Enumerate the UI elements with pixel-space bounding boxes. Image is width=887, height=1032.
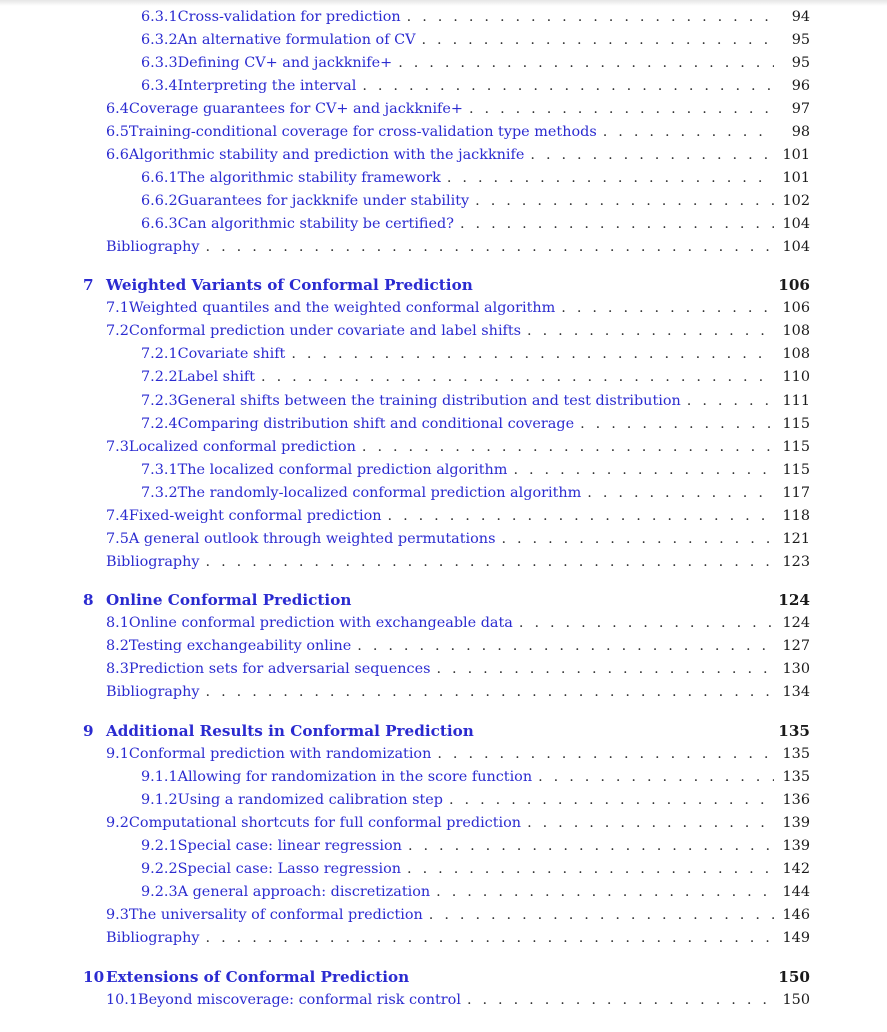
- toc-entry[interactable]: [0, 343, 887, 366]
- toc-entry-number: 9.2.3: [141, 884, 178, 900]
- dot-leader: [524, 144, 774, 167]
- toc-entry[interactable]: [0, 858, 887, 881]
- toc-entry-title[interactable]: Covariate shift: [177, 346, 286, 362]
- toc-entry-number: 8: [83, 591, 94, 609]
- toc-entry-number: 9.1: [106, 746, 129, 762]
- dot-leader: [521, 812, 774, 835]
- toc-entry[interactable]: [0, 766, 887, 789]
- toc-entry-page-number: 127: [782, 638, 810, 654]
- dot-leader: [430, 881, 774, 904]
- toc-entry-title[interactable]: Bibliography: [106, 554, 200, 570]
- toc-entry[interactable]: [0, 98, 887, 121]
- dot-leader: [555, 297, 774, 320]
- toc-entry-number: 9.2: [106, 815, 129, 831]
- toc-entry-page-number: 115: [782, 439, 810, 455]
- dot-leader: [495, 528, 774, 551]
- toc-entry-title[interactable]: Cross-validation for prediction: [177, 9, 401, 25]
- toc-entry-number: 7.1: [106, 300, 129, 316]
- toc-entry-title[interactable]: An alternative formulation of CV: [177, 32, 416, 48]
- dot-leader: [463, 98, 774, 121]
- dot-leader: [200, 551, 774, 574]
- toc-entry-title[interactable]: Coverage guarantees for CV+ and jackknife+: [128, 101, 463, 117]
- toc-entry-number: 6.3.3: [141, 55, 178, 71]
- dot-leader: [532, 766, 774, 789]
- dot-leader: [382, 505, 774, 528]
- toc-entry-title[interactable]: Using a randomized calibration step: [177, 792, 443, 808]
- toc-entry[interactable]: [0, 52, 887, 75]
- dot-leader: [356, 75, 774, 98]
- toc-bibliography-entry[interactable]: [0, 681, 887, 704]
- toc-entry-page-number: 110: [782, 369, 810, 385]
- dot-leader: [441, 167, 774, 190]
- dot-leader: [454, 213, 774, 236]
- toc-entry-title[interactable]: Label shift: [177, 369, 256, 385]
- toc-bibliography-entry[interactable]: [0, 927, 887, 950]
- dot-leader: [351, 635, 774, 658]
- dot-leader: [681, 390, 774, 413]
- toc-entry-title[interactable]: Training-conditional coverage for cross-validation type methods: [128, 124, 597, 140]
- toc-entry-title[interactable]: Bibliography: [106, 684, 200, 700]
- toc-entry-page-number: 104: [782, 239, 810, 255]
- toc-entry-title[interactable]: Extensions of Conformal Prediction: [106, 968, 410, 986]
- dot-leader: [401, 858, 774, 881]
- toc-entry[interactable]: [0, 658, 887, 681]
- toc-entry-page-number: 111: [782, 393, 810, 409]
- toc-entry-page-number: 139: [782, 815, 810, 831]
- toc-entry[interactable]: [0, 812, 887, 835]
- toc-entry[interactable]: [0, 505, 887, 528]
- dot-leader: [200, 236, 774, 259]
- dot-leader: [430, 658, 774, 681]
- toc-entry-number: 6.6: [106, 147, 129, 163]
- toc-entry-page-number: 149: [782, 930, 810, 946]
- toc-entry-page-number: 101: [782, 170, 810, 186]
- toc-entry-title[interactable]: Prediction sets for adversarial sequences: [128, 661, 431, 677]
- dot-leader: [392, 52, 774, 75]
- toc-entry-title[interactable]: The localized conformal prediction algorithm: [177, 462, 508, 478]
- toc-entry-title[interactable]: Weighted Variants of Conformal Prediction: [106, 276, 473, 294]
- toc-entry[interactable]: [0, 213, 887, 236]
- toc-entry[interactable]: [0, 190, 887, 213]
- toc-entry-page-number: 102: [782, 193, 810, 209]
- toc-entry-title[interactable]: Testing exchangeability online: [128, 638, 352, 654]
- toc-entry-number: 8.2: [106, 638, 129, 654]
- toc-entry[interactable]: [0, 528, 887, 551]
- dot-leader: [285, 343, 774, 366]
- toc-entry-number: 7: [83, 276, 94, 294]
- toc-entry-number: 8.1: [106, 615, 129, 631]
- toc-entry-title[interactable]: Special case: Lasso regression: [177, 861, 402, 877]
- toc-entry-page-number: 101: [782, 147, 810, 163]
- toc-entry-number: 7.4: [106, 508, 129, 524]
- toc-entry-title[interactable]: Allowing for randomization in the score function: [177, 769, 533, 785]
- toc-entry-page-number: 115: [782, 462, 810, 478]
- toc-entry-number: 6.3.2: [141, 32, 178, 48]
- toc-entry-title[interactable]: Localized conformal prediction: [128, 439, 356, 455]
- toc-entry-page-number: 130: [782, 661, 810, 677]
- toc-entry-page-number: 108: [782, 323, 810, 339]
- toc-entry-title[interactable]: Beyond miscoverage: conformal risk control: [138, 992, 461, 1008]
- toc-entry-title[interactable]: General shifts between the training distribution and test distribution: [177, 393, 681, 409]
- toc-entry-page-number: 136: [782, 792, 810, 808]
- toc-entry-title[interactable]: Conformal prediction under covariate and label shifts: [128, 323, 522, 339]
- toc-chapter-entry[interactable]: [0, 274, 887, 297]
- toc-entry[interactable]: [0, 989, 887, 1012]
- toc-entry-page-number: 150: [782, 992, 810, 1008]
- dot-leader: [507, 459, 774, 482]
- toc-entry-number: 7.2.1: [141, 346, 178, 362]
- toc-entry-number: 9: [83, 722, 94, 740]
- toc-entry-number: 10: [83, 968, 105, 986]
- toc-chapter-entry[interactable]: [0, 720, 887, 743]
- toc-entry-title[interactable]: Weighted quantiles and the weighted conformal algorithm: [128, 300, 556, 316]
- toc-entry-number: 9.1.1: [141, 769, 178, 785]
- toc-entry-page-number: 150: [778, 968, 810, 986]
- toc-entry-title[interactable]: Conformal prediction with randomization: [128, 746, 432, 762]
- toc-entry[interactable]: [0, 75, 887, 98]
- toc-entry[interactable]: [0, 6, 887, 29]
- toc-entry[interactable]: [0, 835, 887, 858]
- dot-leader: [581, 482, 774, 505]
- dot-leader: [356, 436, 774, 459]
- toc-entry[interactable]: [0, 297, 887, 320]
- toc-entry-title[interactable]: Defining CV+ and jackknife+: [177, 55, 393, 71]
- toc-entry-page-number: 97: [791, 101, 810, 117]
- toc-entry-title[interactable]: A general approach: discretization: [177, 884, 431, 900]
- toc-entry[interactable]: [0, 144, 887, 167]
- toc-entry-number: 9.2.1: [141, 838, 178, 854]
- dot-leader: [443, 789, 774, 812]
- toc-entry[interactable]: [0, 366, 887, 389]
- toc-entry-page-number: 134: [782, 684, 810, 700]
- toc-entry-number: 6.6.3: [141, 216, 178, 232]
- toc-entry-page-number: 94: [791, 9, 810, 25]
- dot-leader: [401, 6, 774, 29]
- toc-entry-title[interactable]: Bibliography: [106, 239, 200, 255]
- dot-leader: [255, 366, 774, 389]
- toc-entry-page-number: 104: [782, 216, 810, 232]
- toc-entry[interactable]: [0, 743, 887, 766]
- toc-entry[interactable]: [0, 904, 887, 927]
- toc-entry-number: 7.5: [106, 531, 129, 547]
- dot-leader: [521, 320, 774, 343]
- toc-entry-title[interactable]: Fixed-weight conformal prediction: [128, 508, 382, 524]
- toc-entry-page-number: 146: [782, 907, 810, 923]
- toc-entry-number: 7.2.2: [141, 369, 178, 385]
- toc-entry-title[interactable]: The universality of conformal prediction: [128, 907, 423, 923]
- toc-entry-title[interactable]: Interpreting the interval: [177, 78, 357, 94]
- dot-leader: [513, 612, 774, 635]
- toc-entry-title[interactable]: The algorithmic stability framework: [177, 170, 441, 186]
- toc-entry-page-number: 135: [782, 769, 810, 785]
- toc-entry-number: 7.3.2: [141, 485, 178, 501]
- toc-entry-page-number: 115: [782, 416, 810, 432]
- toc-entry[interactable]: [0, 121, 887, 144]
- toc-entry-page-number: 95: [791, 55, 810, 71]
- dot-leader: [574, 413, 774, 436]
- toc-entry-number: 6.5: [106, 124, 129, 140]
- toc-entry[interactable]: [0, 390, 887, 413]
- toc-entry[interactable]: [0, 167, 887, 190]
- toc-entry-number: 8.3: [106, 661, 129, 677]
- toc-entry-title[interactable]: Computational shortcuts for full conformal prediction: [128, 815, 522, 831]
- toc-entry-number: 6.3.4: [141, 78, 178, 94]
- toc-entry-page-number: 98: [791, 124, 810, 140]
- toc-entry-number: 9.2.2: [141, 861, 178, 877]
- toc-entry-title[interactable]: Online conformal prediction with exchangeable data: [128, 615, 513, 631]
- toc-entry-page-number: 124: [782, 615, 810, 631]
- toc-entry-title[interactable]: The randomly-localized conformal prediction algorithm: [177, 485, 582, 501]
- toc-entry-page-number: 144: [782, 884, 810, 900]
- toc-entry-page-number: 108: [782, 346, 810, 362]
- toc-entry-number: 6.4: [106, 101, 129, 117]
- toc-entry-title[interactable]: Guarantees for jackknife under stability: [177, 193, 470, 209]
- toc-entry-title[interactable]: Comparing distribution shift and conditional coverage: [177, 416, 575, 432]
- toc-entry[interactable]: [0, 320, 887, 343]
- toc-entry-number: 7.3: [106, 439, 129, 455]
- toc-entry-number: 6.3.1: [141, 9, 178, 25]
- toc-entry[interactable]: [0, 436, 887, 459]
- dot-leader: [461, 989, 774, 1012]
- toc-entry-title[interactable]: Bibliography: [106, 930, 200, 946]
- toc-chapter-entry[interactable]: [0, 966, 887, 989]
- toc-chapter-entry[interactable]: [0, 589, 887, 612]
- dot-leader: [416, 29, 775, 52]
- toc-entry-page-number: 121: [782, 531, 810, 547]
- toc-bibliography-entry[interactable]: [0, 551, 887, 574]
- dot-leader: [423, 904, 774, 927]
- toc-entry-page-number: 142: [782, 861, 810, 877]
- toc-entry[interactable]: [0, 789, 887, 812]
- dot-leader: [597, 121, 774, 144]
- dot-leader: [431, 743, 774, 766]
- toc-entry-number: 7.2.4: [141, 416, 178, 432]
- toc-entry-page-number: 96: [791, 78, 810, 94]
- dot-leader: [402, 835, 774, 858]
- toc-entry-page-number: 117: [782, 485, 810, 501]
- toc-entry-page-number: 135: [778, 722, 810, 740]
- toc-entry-page-number: 95: [791, 32, 810, 48]
- toc-entry-page-number: 135: [782, 746, 810, 762]
- toc-entry-number: 10.1: [106, 992, 139, 1008]
- toc-entry-number: 9.1.2: [141, 792, 178, 808]
- toc-entry[interactable]: [0, 482, 887, 505]
- toc-entry-number: 9.3: [106, 907, 129, 923]
- toc-entry-title[interactable]: A general outlook through weighted permutations: [128, 531, 496, 547]
- toc-entry-page-number: 106: [778, 276, 810, 294]
- toc-entry-number: 7.2: [106, 323, 129, 339]
- toc-bibliography-entry[interactable]: [0, 236, 887, 259]
- toc-entry[interactable]: [0, 459, 887, 482]
- toc-entry[interactable]: [0, 612, 887, 635]
- toc-entry[interactable]: [0, 413, 887, 436]
- toc-entry[interactable]: [0, 881, 887, 904]
- toc-entry-page-number: 124: [778, 591, 810, 609]
- toc-entry-page-number: 139: [782, 838, 810, 854]
- dot-leader: [200, 681, 774, 704]
- toc-entry[interactable]: [0, 29, 887, 52]
- toc-entry-title[interactable]: Online Conformal Prediction: [106, 591, 352, 609]
- toc-entry-page-number: 106: [782, 300, 810, 316]
- toc-entry-title[interactable]: Additional Results in Conformal Prediction: [106, 722, 474, 740]
- toc-entry-page-number: 123: [782, 554, 810, 570]
- toc-entry-title[interactable]: Algorithmic stability and prediction with the jackknife: [128, 147, 525, 163]
- toc-entry-number: 7.3.1: [141, 462, 178, 478]
- dot-leader: [200, 927, 774, 950]
- dot-leader: [469, 190, 774, 213]
- toc-entry[interactable]: [0, 635, 887, 658]
- toc-entry-number: 7.2.3: [141, 393, 178, 409]
- toc-entry-number: 6.6.2: [141, 193, 178, 209]
- toc-entry-title[interactable]: Can algorithmic stability be certified?: [177, 216, 454, 232]
- toc-entry-title[interactable]: Special case: linear regression: [177, 838, 402, 854]
- toc-entry-page-number: 118: [782, 508, 810, 524]
- toc-entry-number: 6.6.1: [141, 170, 178, 186]
